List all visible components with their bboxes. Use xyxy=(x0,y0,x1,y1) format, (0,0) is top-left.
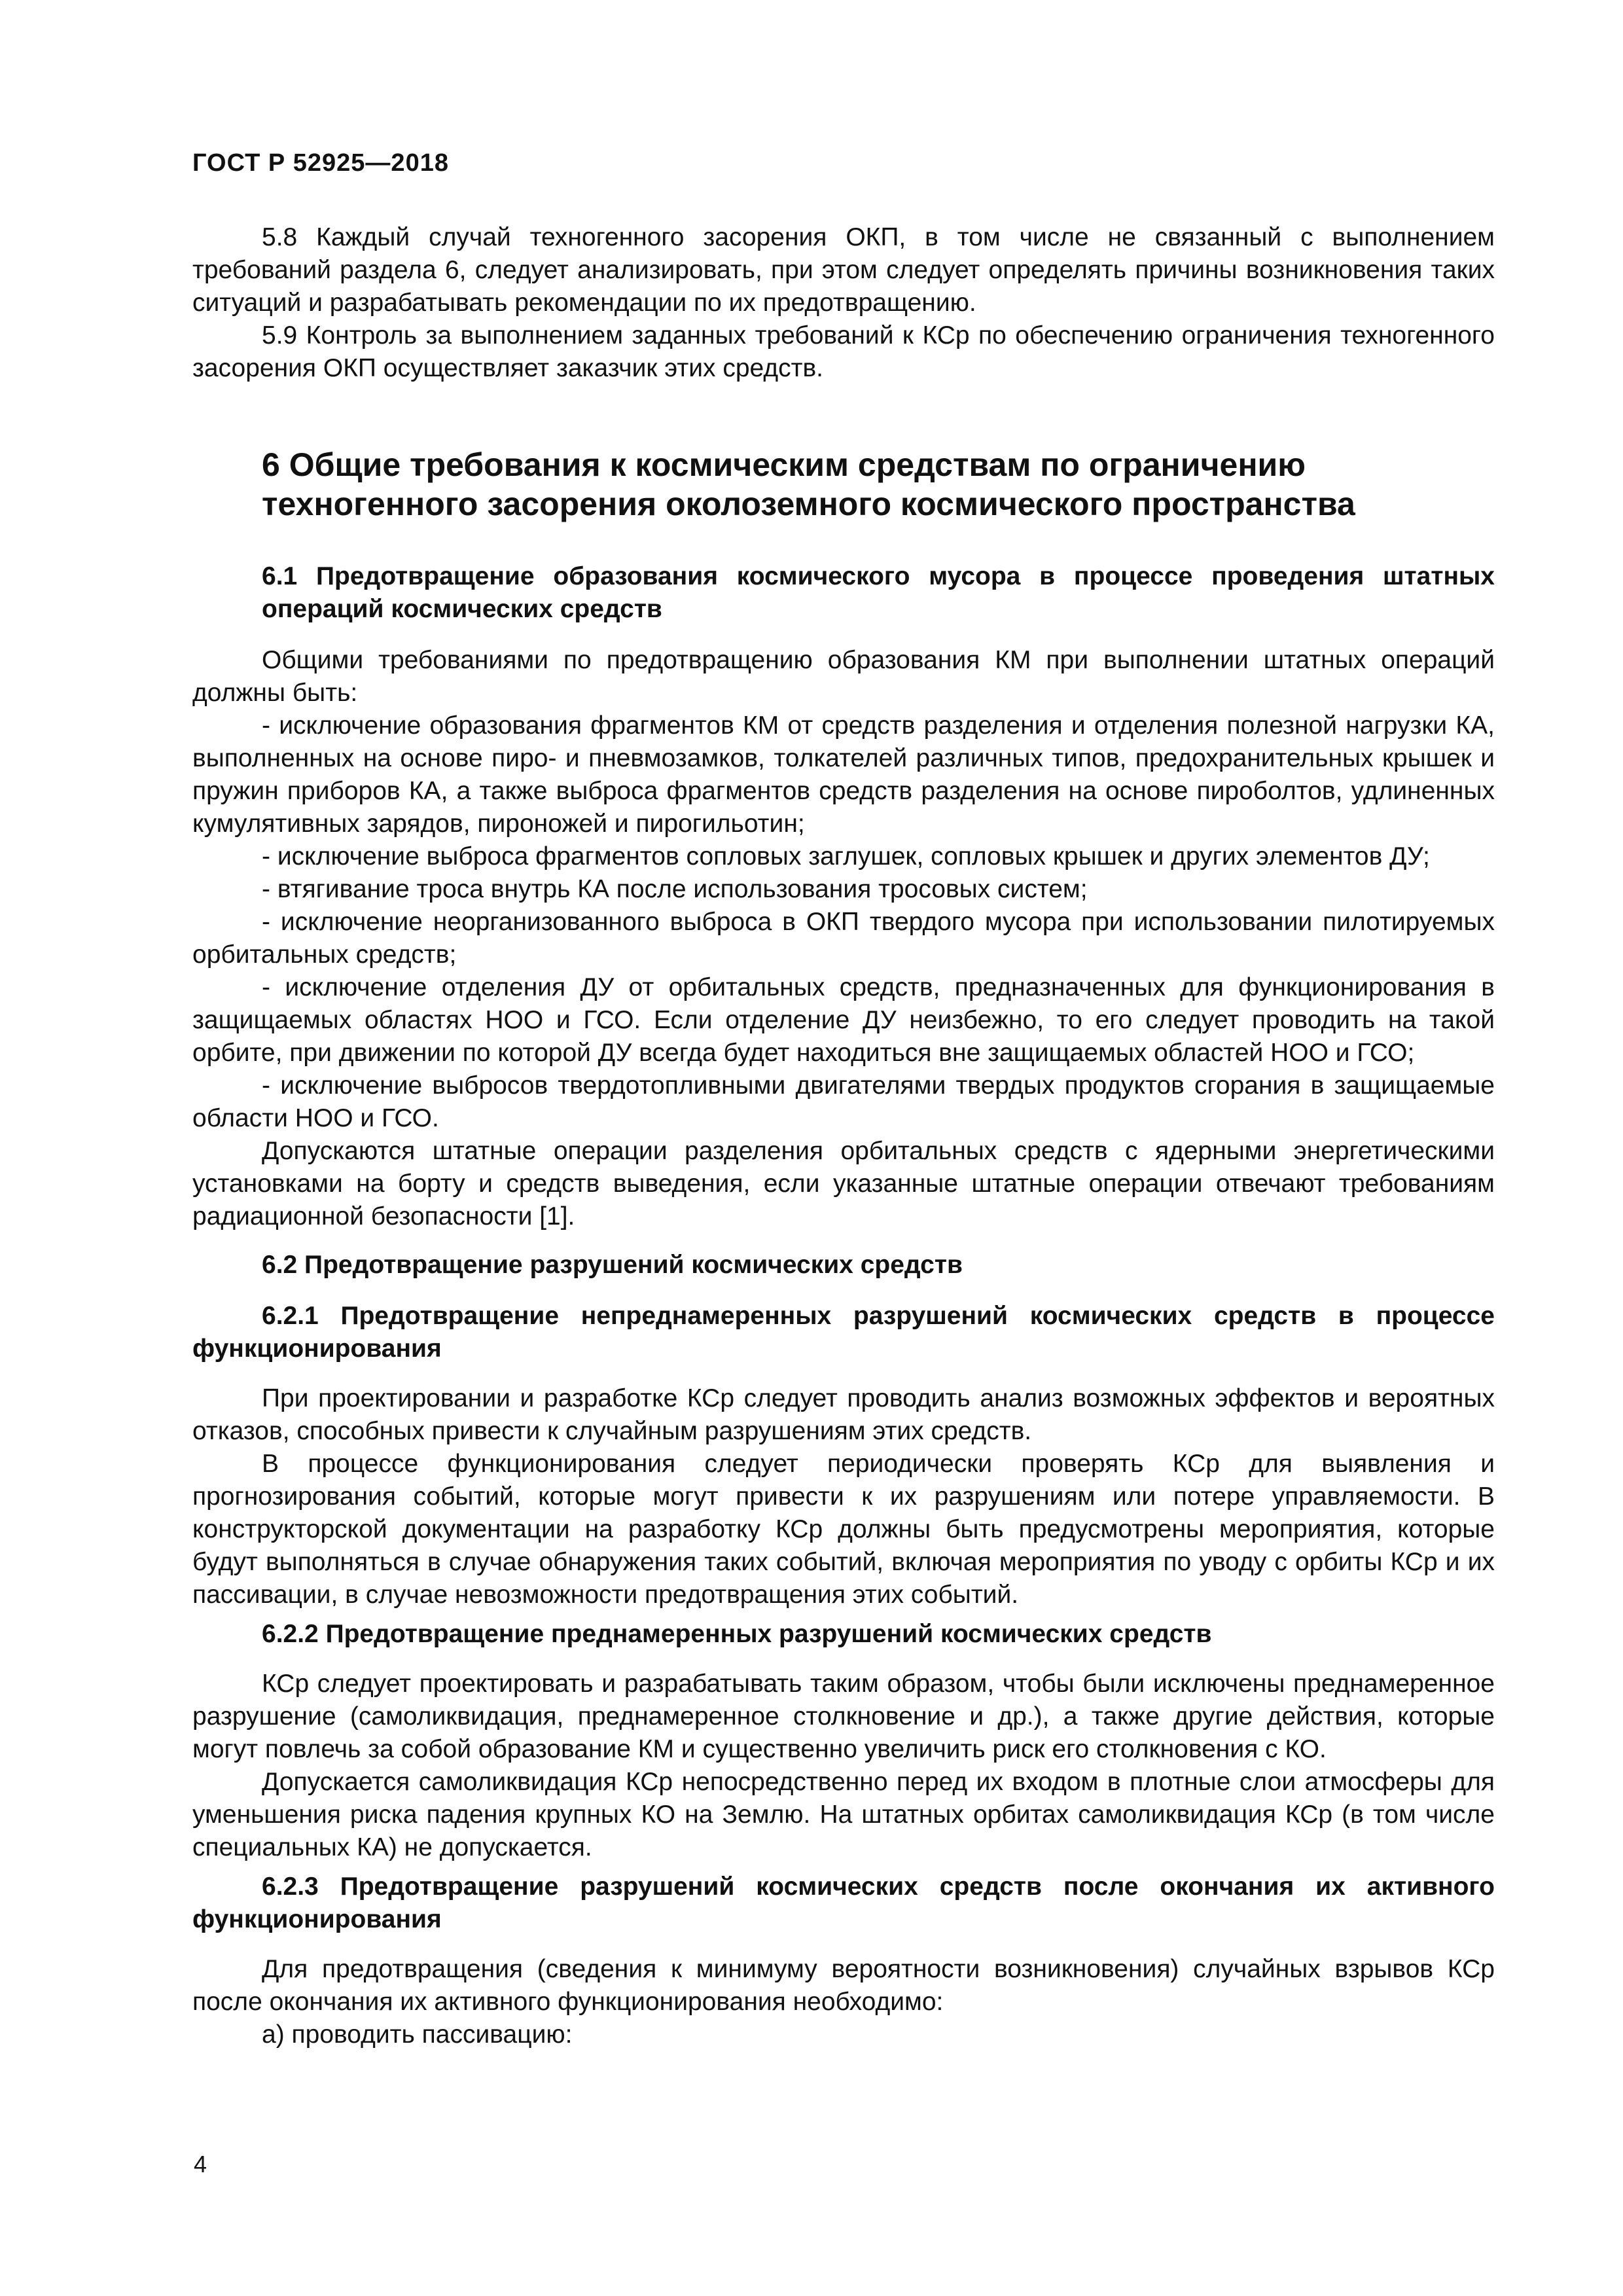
section-6-2-2-heading: 6.2.2 Предотвращение преднамеренных разрушений космических средств xyxy=(262,1620,1212,1648)
document-header: ГОСТ Р 52925—2018 xyxy=(192,149,449,177)
list-item: - исключение отделения ДУ от орбитальных средств, предназначенных для функционирования в защищаемых областях НОО и ГСО. Если отделение ДУ неизбежно, то его следует проводить на такой орбите, при движении по которой ДУ всегда будет находиться вне защищаемых областей НОО и ГСО; xyxy=(192,973,1495,1067)
section-6-2-2-paragraph: КСр следует проектировать и разрабатывать таким образом, чтобы были исключены преднамеренное разрушение (самоликвидация, преднамеренное столкновение и др.), а также другие действия, которые могут повлечь за собой образование КМ и существенно увеличить риск его столкновения с КО. xyxy=(192,1670,1495,1763)
list-item: - втягивание троса внутрь КА после использования тросовых систем; xyxy=(262,875,1088,903)
list-item: - исключение выброса фрагментов сопловых заглушек, сопловых крышек и других элементов ДУ; xyxy=(262,842,1430,870)
section-6-1-intro: Общими требованиями по предотвращению образования КМ при выполнении штатных операций должны быть: xyxy=(192,646,1495,707)
section-6-2-1-paragraph: В процессе функционирования следует периодически проверять КСр для выявления и прогнозирования событий, которые могут привести к их разрушениям или потере управляемости. В конструкторской документации на разработку КСр должны быть предусмотрены мероприятия, которые будут выполняться в случае обнаружения таких событий, включая мероприятия по уводу с орбиты КСр и их пассивации, в случае невозможности предотвращения этих событий. xyxy=(192,1450,1495,1609)
section-6-2-1-heading: 6.2.1 Предотвращение непреднамеренных разрушений космических средств в процессе функционирования xyxy=(192,1302,1495,1363)
paragraph-5-8: 5.8 Каждый случай техногенного засорения ОКП, в том числе не связанный с выполнением требований раздела 6, следует анализировать, при этом следует определять причины возникновения таких ситуаций и разрабатывать рекомендации по их предотвращению. xyxy=(192,223,1495,317)
page-number: 4 xyxy=(194,2151,207,2178)
section-6-heading: 6 Общие требования к космическим средствам по ограничению техногенного засорения околоземного космического пространства xyxy=(262,446,1355,522)
section-6-2-2-paragraph: Допускается самоликвидация КСр непосредственно перед их входом в плотные слои атмосферы для уменьшения риска падения крупных КО на Землю. На штатных орбитах самоликвидация КСр (в том числе специальных КА) не допускается. xyxy=(192,1768,1495,1861)
list-item: - исключение неорганизованного выброса в ОКП твердого мусора при использовании пилотируемых орбитальных средств; xyxy=(192,908,1495,969)
section-6-2-3-paragraph: Для предотвращения (сведения к минимуму вероятности возникновения) случайных взрывов КСр после окончания их активного функционирования необходимо: xyxy=(192,1955,1495,2016)
section-6-2-heading: 6.2 Предотвращение разрушений космических средств xyxy=(262,1251,963,1279)
section-6-2-1-paragraph: При проектировании и разработке КСр следует проводить анализ возможных эффектов и вероятных отказов, способных привести к случайным разрушениям этих средств. xyxy=(192,1384,1495,1445)
section-6-1-heading: 6.1 Предотвращение образования космического мусора в процессе проведения штатных операций космических средств xyxy=(262,562,1495,623)
section-6-2-3-heading: 6.2.3 Предотвращение разрушений космических средств после окончания их активного функционирования xyxy=(192,1873,1495,1933)
section-6-2-3-paragraph: а) проводить пассивацию: xyxy=(262,2020,573,2049)
paragraph-5-9: 5.9 Контроль за выполнением заданных требований к КСр по обеспечению ограничения техногенного засорения ОКП осуществляет заказчик этих средств. xyxy=(192,321,1495,382)
list-item: - исключение образования фрагментов КМ от средств разделения и отделения полезной нагрузки КА, выполненных на основе пиро- и пневмозамков, толкателей различных типов, предохранительных крышек и пружин приборов КА, а также выброса фрагментов средств разделения на основе пироболтов, удлиненных кумулятивных зарядов, пироножей и пирогильотин; xyxy=(192,711,1495,838)
list-item: - исключение выбросов твердотопливными двигателями твердых продуктов сгорания в защищаемые области НОО и ГСО. xyxy=(192,1071,1495,1132)
document-body xyxy=(192,221,1495,2051)
section-6-1-outro: Допускаются штатные операции разделения орбитальных средств с ядерными энергетическими установками на борту и средств выведения, если указанные штатные операции отвечают требованиям радиационной безопасности [1]. xyxy=(192,1137,1495,1230)
